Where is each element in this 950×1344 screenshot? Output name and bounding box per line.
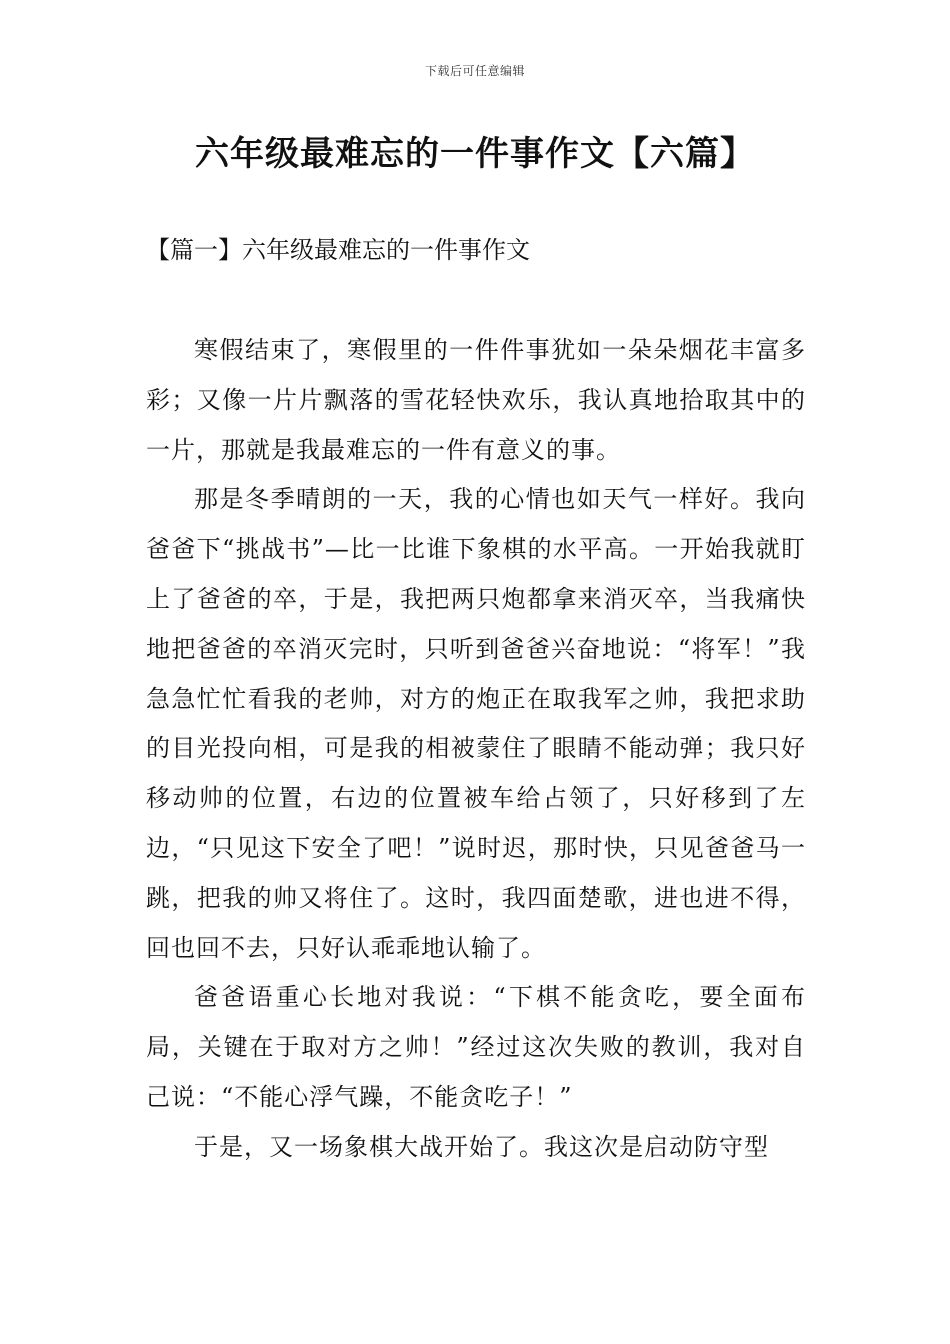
paragraph-1: 寒假结束了，寒假里的一件件事犹如一朵朵烟花丰富多彩；又像一片片飘落的雪花轻快欢乐，我认真地拾取其中的一片，那就是我最难忘的一件有意义的事。 bbox=[146, 336, 806, 464]
page-header-note: 下载后可任意编辑 bbox=[424, 64, 525, 78]
paragraph-3: 爸爸语重心长地对我说：“下棋不能贪吃，要全面布局，关键在于取对方之帅！”经过这次失败的教训，我对自己说：“不能心浮气躁，不能贪吃子！” bbox=[146, 983, 806, 1111]
essay-body bbox=[146, 326, 806, 1173]
section-heading: 【篇一】六年级最难忘的一件事作文 bbox=[146, 236, 530, 264]
paragraph-4: 于是，又一场象棋大战开始了。我这次是启动防守型 bbox=[194, 1132, 769, 1161]
paragraph-2: 那是冬季晴朗的一天，我的心情也如天气一样好。我向爸爸下“挑战书”—比一比谁下象棋的水平高。一开始我就盯上了爸爸的卒，于是，我把两只炮都拿来消灭卒，当我痛快地把爸爸的卒消灭完时，只听到爸爸兴奋地说：“将军！”我急急忙忙看我的老帅，对方的炮正在取我军之帅，我把求助的目光投向相，可是我的相被蒙住了眼睛不能动弹；我只好移动帅的位置，右边的位置被车给占领了，只好移到了左边，“只见这下安全了吧！”说时迟，那时快，只见爸爸马一跳，把我的帅又将住了。这时，我四面楚歌，进也进不得，回也回不去，只好认乖乖地认输了。 bbox=[146, 485, 806, 962]
document-title: 六年级最难忘的一件事作文【六篇】 bbox=[195, 134, 755, 174]
